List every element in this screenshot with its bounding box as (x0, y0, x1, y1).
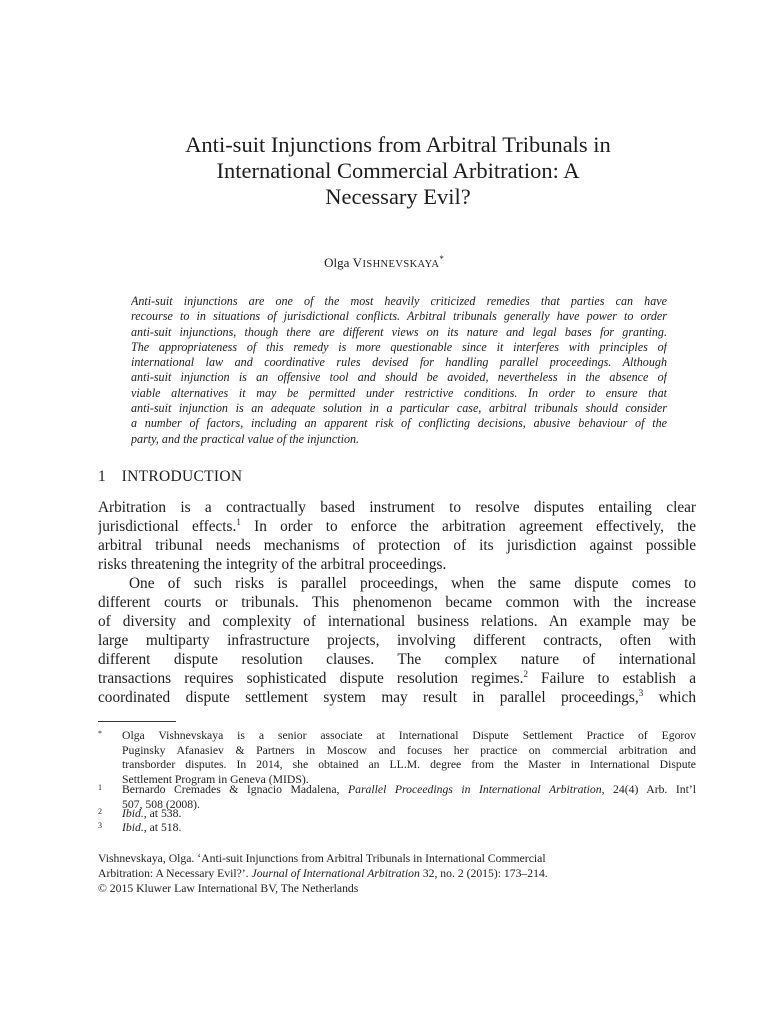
body-line: different courts or tribunals. This phenomenon became common with the increase (98, 594, 696, 611)
body-line: One of such risks is parallel proceedings, when the same dispute comes to (129, 575, 696, 592)
journal-name: Journal of International Arbitration (251, 867, 420, 880)
body-fragment: In order to enforce the arbitration agreement effectively, the (240, 518, 696, 535)
citation-fragment: 32, no. 2 (2015): 173–214. (419, 867, 548, 880)
footnote-line: 507, 508 (2008). (122, 797, 200, 811)
author-first-name: Olga (324, 255, 350, 270)
abstract-line: The appropriateness of this remedy is more questionable since it interferes with principles of (131, 339, 667, 354)
footnote-line: Settlement Program in Geneva (MIDS). (122, 772, 309, 786)
footnote-text (122, 821, 696, 836)
body-line (98, 517, 696, 536)
footnote-mark: * (98, 729, 102, 738)
body-fragment: transactions requires sophisticated dispute resolution regimes. (98, 670, 524, 687)
body-line: of diversity and complexity of international business relations. An example may be (98, 613, 696, 630)
author-last-name (352, 255, 440, 270)
citation-line: Vishnevskaya, Olga. ‘Anti-suit Injunctions from Arbitral Tribunals in International Commercial (98, 852, 546, 865)
title-line: Necessary Evil? (325, 184, 471, 209)
body-line (98, 688, 696, 707)
author-byline (0, 255, 768, 271)
footnote-ref[interactable]: 3 (638, 688, 644, 698)
footnote-title: Parallel Proceedings in International Arbitration (348, 783, 602, 796)
abstract-line: party, and the practical value of the injunction. (131, 431, 360, 446)
body-fragment: coordinated dispute settlement system may result in parallel proceedings, (98, 689, 639, 706)
footnote-line: Olga Vishnevskaya is a senior associate at International Dispute Settlement Practice of Egorov (122, 729, 696, 742)
footnote-fragment: , at 518. (143, 821, 182, 834)
author-footnote-mark: * (439, 254, 444, 264)
footnote-mark: 1 (98, 783, 102, 792)
footnote-ref[interactable]: 2 (523, 669, 528, 679)
body-line: risks threatening the integrity of the arbitral proceedings. (98, 556, 447, 573)
abstract-line: anti-suit injunctions, though there are different views on its nature and legal bases for granting. (131, 324, 667, 339)
body-text (98, 498, 696, 707)
title-line: Anti-suit Injunctions from Arbitral Tribunals in (185, 132, 611, 157)
body-fragment: jurisdictional effects. (98, 518, 237, 535)
footnote-line (122, 821, 696, 836)
footnote-text (122, 807, 696, 822)
footnote-fragment: , 24(4) Arb. Int’l (601, 783, 696, 796)
footnote-line (122, 807, 696, 822)
abstract-line: anti-suit injunction is an adequate solution in a particular case, arbitral tribunals should consider (131, 401, 667, 416)
body-fragment: Failure to establish a (527, 670, 696, 687)
body-line: arbitral tribunal needs mechanisms of protection of its jurisdiction against possible (98, 537, 696, 554)
abstract-line: a number of factors, including an apparent risk of conflicting decisions, abusive behaviour of the (131, 416, 667, 431)
footnote-divider (98, 721, 176, 722)
body-line: Arbitration is a contractually based instrument to resolve disputes entailing clear (98, 499, 696, 516)
footnote-ibid: Ibid. (122, 821, 144, 834)
citation-block (98, 851, 698, 896)
citation-line (98, 866, 698, 881)
abstract-line: anti-suit injunction is an offensive tool and should be avoided, nevertheless in the absence of (131, 370, 667, 385)
citation-fragment: Arbitration: A Necessary Evil?’. (98, 867, 252, 880)
abstract-line: recourse to in situations of jurisdictional conflicts. Arbitral tribunals generally have power to order (131, 309, 667, 324)
footnote-text (122, 729, 696, 787)
footnote-ref[interactable]: 1 (236, 517, 241, 527)
body-fragment: which (643, 689, 696, 706)
footnote-line: Puginsky Afanasiev & Partners in Moscow and focuses her practice on commercial arbitration and (122, 743, 696, 757)
footnote-fragment: , at 538. (143, 807, 182, 820)
section-number: 1 (98, 468, 106, 485)
title-line: International Commercial Arbitration: A (216, 158, 580, 183)
footnote-line (122, 783, 696, 798)
footnote-mark: 3 (98, 821, 102, 830)
author-last-initial: V (352, 255, 363, 270)
footnote-fragment: Bernardo Cremades & Ignacio Madalena, (122, 783, 349, 796)
section-heading (98, 468, 242, 486)
abstract-line: international law and coordinative rules devised for handling parallel proceedings. Although (131, 355, 667, 370)
footnote-ibid: Ibid. (122, 807, 144, 820)
body-line: different dispute resolution clauses. The complex nature of international (98, 651, 696, 668)
copyright-line: © 2015 Kluwer Law International BV, The Netherlands (98, 882, 359, 895)
article-title (100, 132, 696, 210)
abstract-line: viable alternatives it may be permitted under restrictive conditions. In order to ensure that (131, 385, 667, 400)
abstract-line: Anti-suit injunctions are one of the most heavily criticized remedies that parties can have (131, 294, 667, 308)
footnote-mark: 2 (98, 807, 102, 816)
abstract (131, 294, 667, 447)
author-last-rest: ISHNEVSKAYA (362, 259, 440, 270)
body-line (98, 669, 696, 688)
footnote-line: transborder disputes. In 2014, she obtained an LL.M. degree from the Master in International Dispute (122, 758, 696, 772)
section-title: INTRODUCTION (121, 468, 243, 485)
body-line: large multiparty infrastructure projects, involving different contracts, often with (98, 632, 696, 649)
